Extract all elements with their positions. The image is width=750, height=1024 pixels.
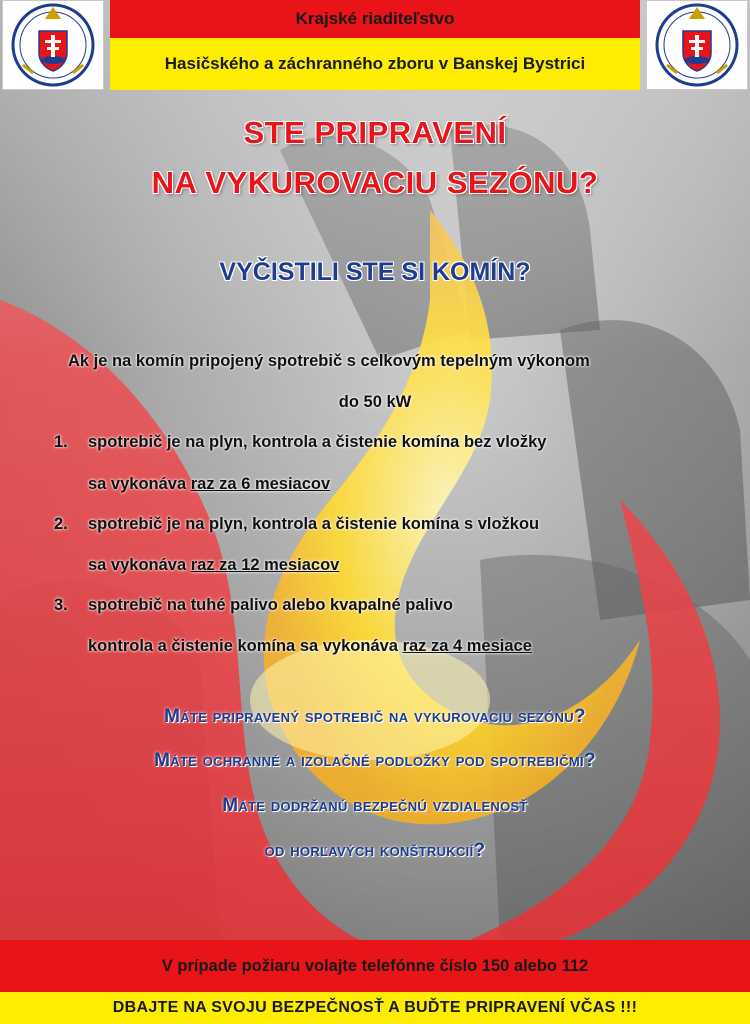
- intro-line2: do 50 kW: [338, 393, 412, 411]
- question-structures: od horľavých konštrukcií?: [264, 840, 486, 861]
- fire-rescue-emblem-icon: [647, 1, 747, 89]
- emblem-left: [2, 0, 104, 90]
- list-item-1-text: spotrebič je na plyn, kontrola a čistenie komína bez vložky: [88, 433, 547, 451]
- list-item-1-period: raz za 6 mesiacov: [190, 475, 331, 493]
- list-item-3-text: spotrebič na tuhé palivo alebo kvapalné palivo: [88, 596, 453, 614]
- footer-slogan-bar: [0, 992, 750, 1024]
- list-item-2-text: spotrebič je na plyn, kontrola a čistenie komína s vložkou: [88, 515, 540, 533]
- list-item-3-period: raz za 4 mesiace: [402, 637, 532, 655]
- list-item-3-number: 3.: [54, 596, 68, 614]
- list-item-1-prefix: sa vykonáva: [88, 475, 191, 493]
- main-title-line2: NA VYKUROVACIU SEZÓNU?: [151, 165, 599, 200]
- list-item-1-number: 1.: [54, 433, 68, 451]
- header-corps-name: Hasičského a záchranného zboru v Banskej Bystrici: [164, 54, 586, 73]
- fire-rescue-emblem-icon: [3, 1, 103, 89]
- footer-phone-text: V prípade požiaru volajte telefónne číslo 150 alebo 112: [161, 956, 589, 975]
- list-item-2-prefix: sa vykonáva: [88, 556, 191, 574]
- list-item-1-interval: [88, 475, 330, 494]
- subtitle-chimney: VYČISTILI STE SI KOMÍN?: [219, 258, 531, 286]
- question-distance: Máte dodržanú bezpečnú vzdialenosť: [222, 795, 528, 816]
- header-org-name: Krajské riaditeľstvo: [295, 9, 455, 28]
- list-item-3-prefix: kontrola a čistenie komína sa vykonáva: [88, 637, 403, 655]
- list-item-2-period: raz za 12 mesiacov: [190, 556, 340, 574]
- main-title-line1: STE PRIPRAVENÍ: [243, 115, 507, 150]
- list-item-3-interval: [88, 637, 532, 656]
- intro-line1: Ak je na komín pripojený spotrebič s celkovým tepelným výkonom: [68, 352, 590, 370]
- footer-slogan: DBAJTE NA SVOJU BEZPEČNOSŤ A BUĎTE PRIPRAVENÍ VČAS !!!: [112, 999, 638, 1016]
- question-insulation: Máte ochranné a izolačné podložky pod spotrebičmi?: [154, 750, 596, 771]
- list-item-2-number: 2.: [54, 515, 68, 533]
- header-org-bar: [110, 0, 640, 38]
- question-appliance: Máte pripravený spotrebič na vykurovaciu sezónu?: [164, 706, 586, 727]
- emblem-right: [646, 0, 748, 90]
- footer-phone-bar: [0, 940, 750, 992]
- header-corps-bar: [110, 38, 640, 90]
- list-item-2-interval: [88, 556, 339, 575]
